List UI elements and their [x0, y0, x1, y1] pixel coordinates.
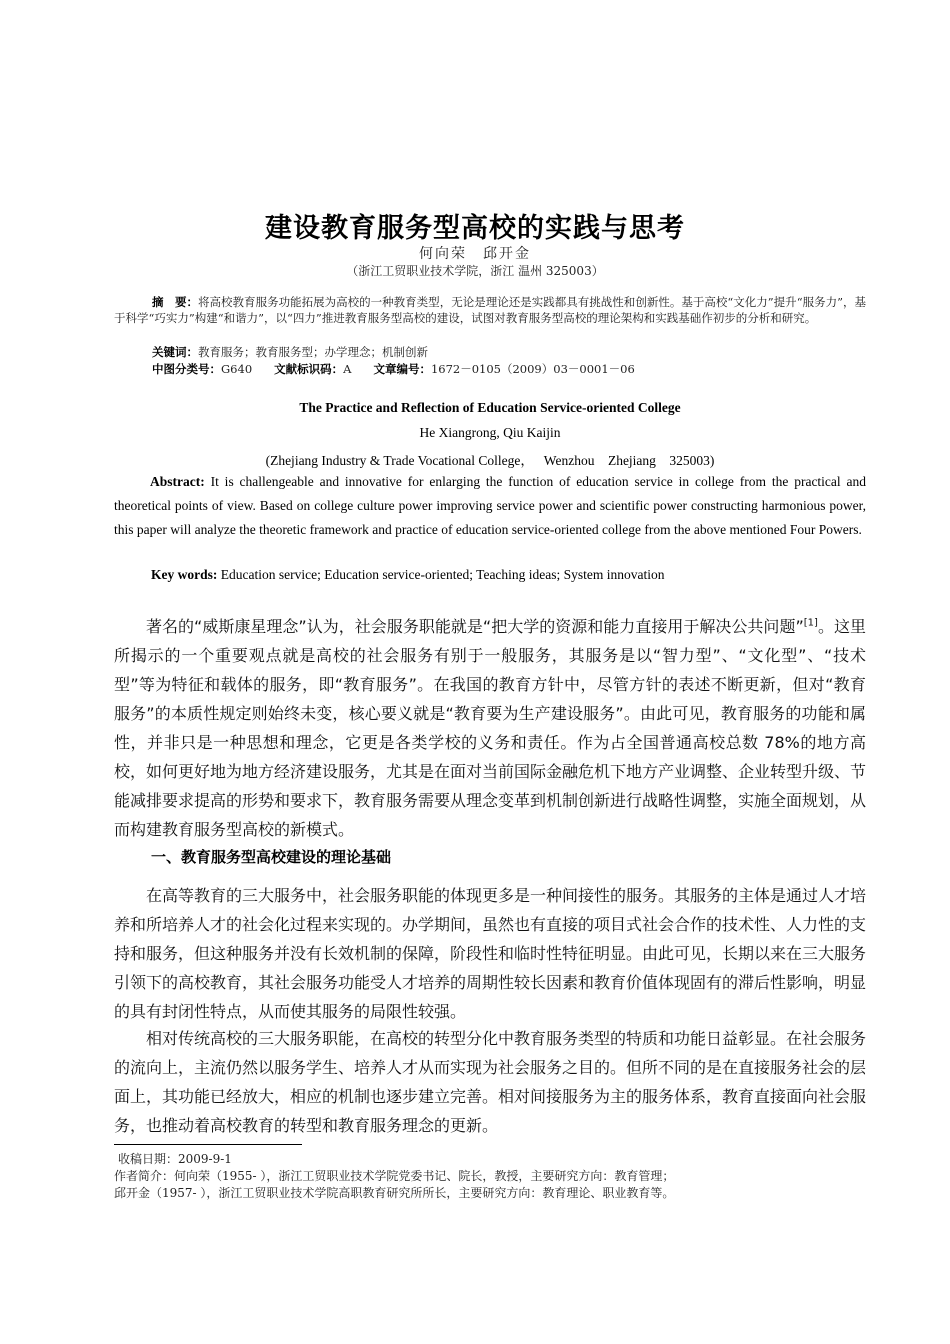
citation-reference: [1]	[803, 617, 818, 629]
paragraph-text: 著名的“威斯康星理念”认为，社会服务职能就是“把大学的资源和能力直接用于解决公共问题”	[146, 617, 804, 636]
paragraph-text: 。这里所揭示的一个重要观点就是高校的社会服务有别于一般服务，其服务是以“智力型”、“文化型”、“技术型”等为特征和载体的服务，即“教育服务”。在我国的教育方针中，尽管方针的表述不断更新，但对“教育服务”的本质性规定则始终未变，核心要义就是“教育要为生产建设服务”。由此可见，教育服务的功能和属性，并非只是一种思想和理念，它更是各类学校的义务和责任。作为占全国普通高校总数 78%的地方高校，如何更好地为地方经济建设服务，尤其是在面对当前国际金融危机下地方产业调整、企业转型升级、节能减排要求提高的形势和要求下，教育服务需要从理念变革到机制创新进行战略性调整，实施全面规划，从而构建教育服务型高校的新模式。	[114, 617, 867, 839]
doc-code-label: 文献标识码：	[274, 362, 344, 376]
doc-code-value: A	[343, 362, 352, 376]
english-abstract-label: Abstract:	[150, 474, 205, 489]
section-heading: 一、教育服务型高校建设的理论基础	[151, 848, 392, 866]
clc-label: 中图分类号：	[152, 362, 221, 376]
footnote-received-date: 收稿日期：2009-9-1	[118, 1152, 232, 1166]
english-authors: He Xiangrong, Qiu Kaijin	[419, 425, 561, 440]
classification-line	[152, 361, 635, 377]
abstract-label: 摘 要：	[152, 295, 199, 309]
english-abstract-text: It is challengeable and innovative for enlarging the function of education service in college from the practical and theoretical points of view. Based on college culture power improving service power and scientific power constructing harmonious power, this paper will analyze the theoretic framework and practice of education service-oriented college from the above mentioned Four Powers.	[114, 474, 867, 537]
english-abstract	[114, 470, 866, 542]
english-affiliation: (Zhejiang Industry & Trade Vocational College， Wenzhou Zhejiang 325003)	[265, 453, 715, 468]
chinese-keywords	[152, 344, 428, 360]
english-keywords-text: Education service; Education service-oriented; Teaching ideas; System innovation	[220, 567, 665, 582]
paper-title: 建设教育服务型高校的实践与思考	[265, 213, 685, 244]
keywords-label: 关键词：	[152, 345, 198, 359]
body-paragraph: 相对传统高校的三大服务职能，在高校的转型分化中教育服务类型的特质和功能日益彰显。在社会服务的流向上，主流仍然以服务学生、培养人才从而实现为社会服务之目的。但所不同的是在直接服务社会的层面上，其功能已经放大，相应的机制也逐步建立完善。相对间接服务为主的服务体系，教育直接面向社会服务，也推动着高校教育的转型和教育服务理念的更新。	[114, 1029, 867, 1135]
author-names: 何向荣 邱开金	[419, 246, 531, 262]
english-keywords-label: Key words:	[151, 567, 218, 582]
footnote-author-2: 邱开金（1957- ），浙江工贸职业技术学院高职教育研究所所长，主要研究方向：教育理论、职业教育等。	[114, 1186, 675, 1200]
footnote-divider	[114, 1144, 302, 1145]
article-number-label: 文章编号：	[373, 362, 431, 376]
keywords-text: 教育服务；教育服务型；办学理念；机制创新	[198, 345, 428, 359]
english-keywords	[151, 567, 665, 583]
article-number-value: 1672－0105（2009）03－0001－06	[430, 362, 635, 376]
abstract-text: 将高校教育服务功能拓展为高校的一种教育类型，无论是理论还是实践都具有挑战性和创新性。基于高校“文化力”提升“服务力”，基于科学“巧实力”构建“和谐力”，以“四力”推进教育服务型高校的建设，试图对教育服务型高校的理论架构和实践基础作初步的分析和研究。	[114, 295, 866, 325]
body-paragraph: 在高等教育的三大服务中，社会服务职能的体现更多是一种间接性的服务。其服务的主体是通过人才培养和所培养人才的社会化过程来实现的。办学期间，虽然也有直接的项目式社会合作的技术性、人力性的支持和服务，但这种服务并没有长效机制的保障，阶段性和临时性特征明显。由此可见，长期以来在三大服务引领下的高校教育，其社会服务功能受人才培养的周期性较长因素和教育价值体现固有的滞后性影响，明显的具有封闭性特点，从而使其服务的局限性较强。	[114, 886, 867, 1021]
body-paragraph	[114, 612, 866, 844]
english-title: The Practice and Reflection of Education Service-oriented College	[299, 400, 681, 415]
footnote-author-1: 作者简介：何向荣（1955- ），浙江工贸职业技术学院党委书记、院长，教授，主要研究方向：教育管理；	[114, 1169, 675, 1183]
chinese-abstract	[114, 294, 866, 326]
author-affiliation: （浙江工贸职业技术学院，浙江 温州 325003）	[346, 264, 604, 278]
clc-value: G640	[221, 362, 253, 376]
